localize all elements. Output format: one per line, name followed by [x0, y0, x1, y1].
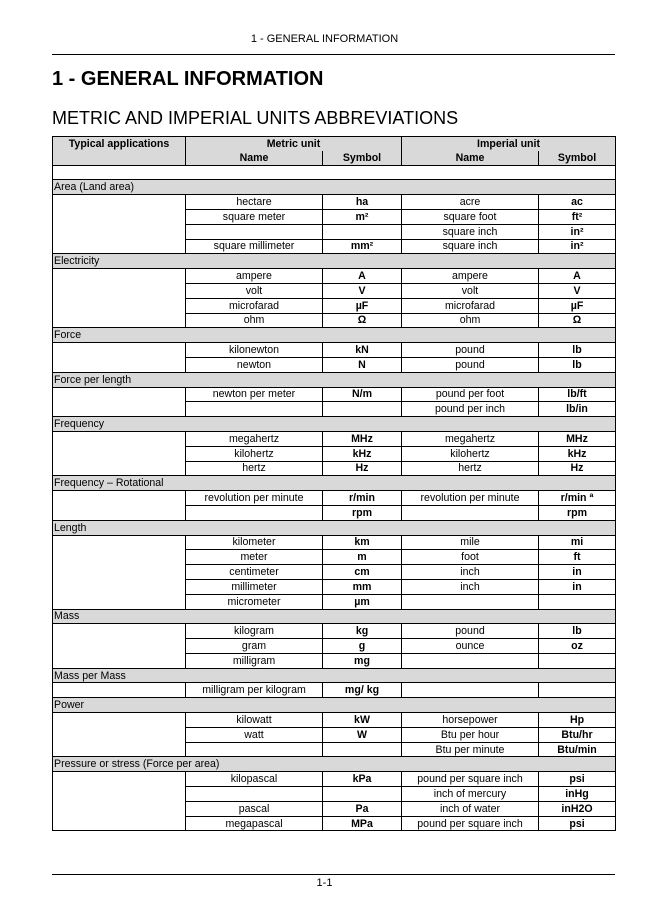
table-row: [53, 357, 616, 372]
table-row: [53, 461, 616, 476]
application-cell: [53, 742, 186, 757]
category-label: Electricity: [53, 254, 616, 269]
imperial-name-cell: Btu per hour: [402, 727, 539, 742]
imperial-name-cell: horsepower: [402, 713, 539, 728]
application-cell: [53, 461, 186, 476]
imperial-symbol-cell: Hp: [539, 713, 616, 728]
table-row: [53, 639, 616, 654]
category-label: Frequency: [53, 417, 616, 432]
imperial-symbol-cell: A: [539, 269, 616, 284]
category-label: Power: [53, 698, 616, 713]
imperial-symbol-cell: Hz: [539, 461, 616, 476]
category-row: [53, 698, 616, 713]
table-row: [53, 505, 616, 520]
metric-name-cell: square meter: [186, 209, 323, 224]
imperial-name-cell: pound per square inch: [402, 816, 539, 831]
imperial-name-cell: [402, 594, 539, 609]
header-typical-applications: Typical applications: [53, 137, 186, 151]
category-row: [53, 609, 616, 624]
units-table-body: [53, 180, 616, 831]
application-cell: [53, 239, 186, 254]
imperial-name-cell: pound: [402, 624, 539, 639]
imperial-symbol-cell: [539, 594, 616, 609]
application-cell: [53, 224, 186, 239]
category-label: Force per length: [53, 372, 616, 387]
metric-symbol-cell: µF: [323, 298, 402, 313]
category-row: [53, 254, 616, 269]
application-cell: [53, 491, 186, 506]
metric-symbol-cell: km: [323, 535, 402, 550]
header-rule: [52, 54, 615, 55]
imperial-name-cell: volt: [402, 283, 539, 298]
imperial-symbol-cell: r/min ª: [539, 491, 616, 506]
application-cell: [53, 727, 186, 742]
table-row: [53, 313, 616, 328]
table-row: [53, 594, 616, 609]
table-row: [53, 816, 616, 831]
metric-symbol-cell: MPa: [323, 816, 402, 831]
metric-name-cell: [186, 224, 323, 239]
imperial-symbol-cell: in: [539, 565, 616, 580]
imperial-name-cell: kilohertz: [402, 446, 539, 461]
application-cell: [53, 683, 186, 698]
metric-symbol-cell: V: [323, 283, 402, 298]
category-label: Area (Land area): [53, 180, 616, 195]
imperial-symbol-cell: [539, 683, 616, 698]
table-row: [53, 343, 616, 358]
metric-name-cell: [186, 787, 323, 802]
imperial-symbol-cell: ac: [539, 195, 616, 210]
metric-symbol-cell: kHz: [323, 446, 402, 461]
metric-name-cell: kilometer: [186, 535, 323, 550]
page-number: 1-1: [316, 877, 333, 889]
category-row: [53, 668, 616, 683]
application-cell: [53, 505, 186, 520]
imperial-name-cell: ounce: [402, 639, 539, 654]
table-row: [53, 269, 616, 284]
metric-symbol-cell: MHz: [323, 431, 402, 446]
category-row: [53, 520, 616, 535]
metric-name-cell: watt: [186, 727, 323, 742]
application-cell: [53, 387, 186, 402]
application-cell: [53, 298, 186, 313]
application-cell: [53, 624, 186, 639]
imperial-symbol-cell: kHz: [539, 446, 616, 461]
metric-symbol-cell: rpm: [323, 505, 402, 520]
imperial-symbol-cell: psi: [539, 816, 616, 831]
table-row: [53, 195, 616, 210]
units-table: [52, 136, 616, 831]
application-cell: [53, 209, 186, 224]
footer-rule: [52, 874, 615, 875]
application-cell: [53, 801, 186, 816]
table-row: [53, 298, 616, 313]
imperial-symbol-cell: psi: [539, 772, 616, 787]
category-row: [53, 417, 616, 432]
header-imperial-symbol: Symbol: [539, 151, 616, 165]
metric-symbol-cell: g: [323, 639, 402, 654]
metric-name-cell: [186, 402, 323, 417]
table-row: [53, 387, 616, 402]
imperial-symbol-cell: ft²: [539, 209, 616, 224]
imperial-name-cell: square foot: [402, 209, 539, 224]
header-imperial-unit: Imperial unit: [402, 137, 616, 151]
table-row: [53, 491, 616, 506]
header-metric-unit: Metric unit: [186, 137, 402, 151]
metric-symbol-cell: kg: [323, 624, 402, 639]
metric-symbol-cell: m²: [323, 209, 402, 224]
metric-symbol-cell: [323, 402, 402, 417]
imperial-name-cell: inch: [402, 579, 539, 594]
application-cell: [53, 772, 186, 787]
running-header: 1 - GENERAL INFORMATION: [250, 33, 399, 45]
imperial-symbol-cell: Btu/hr: [539, 727, 616, 742]
header-typical-blank: [53, 151, 186, 165]
table-row: [53, 713, 616, 728]
metric-symbol-cell: r/min: [323, 491, 402, 506]
table-row: [53, 535, 616, 550]
metric-name-cell: micrometer: [186, 594, 323, 609]
header-metric-symbol: Symbol: [323, 151, 402, 165]
application-cell: [53, 565, 186, 580]
table-row: [53, 283, 616, 298]
category-label: Pressure or stress (Force per area): [53, 757, 616, 772]
application-cell: [53, 713, 186, 728]
metric-name-cell: square millimeter: [186, 239, 323, 254]
metric-name-cell: hertz: [186, 461, 323, 476]
metric-symbol-cell: kPa: [323, 772, 402, 787]
metric-symbol-cell: Ω: [323, 313, 402, 328]
category-row: [53, 372, 616, 387]
application-cell: [53, 431, 186, 446]
metric-symbol-cell: kW: [323, 713, 402, 728]
category-label: Mass per Mass: [53, 668, 616, 683]
imperial-name-cell: [402, 683, 539, 698]
application-cell: [53, 579, 186, 594]
metric-name-cell: [186, 505, 323, 520]
imperial-symbol-cell: lb/ft: [539, 387, 616, 402]
metric-name-cell: [186, 742, 323, 757]
metric-name-cell: gram: [186, 639, 323, 654]
application-cell: [53, 816, 186, 831]
imperial-symbol-cell: [539, 653, 616, 668]
category-row: [53, 180, 616, 195]
metric-name-cell: milligram: [186, 653, 323, 668]
application-cell: [53, 195, 186, 210]
category-row: [53, 476, 616, 491]
imperial-name-cell: acre: [402, 195, 539, 210]
metric-name-cell: kilopascal: [186, 772, 323, 787]
application-cell: [53, 402, 186, 417]
application-cell: [53, 550, 186, 565]
metric-name-cell: megahertz: [186, 431, 323, 446]
page-title: 1 - GENERAL INFORMATION: [52, 68, 324, 90]
metric-name-cell: ohm: [186, 313, 323, 328]
application-cell: [53, 343, 186, 358]
imperial-symbol-cell: in²: [539, 224, 616, 239]
header-imperial-name: Name: [402, 151, 539, 165]
metric-symbol-cell: mg: [323, 653, 402, 668]
metric-symbol-cell: N: [323, 357, 402, 372]
metric-name-cell: megapascal: [186, 816, 323, 831]
imperial-symbol-cell: oz: [539, 639, 616, 654]
metric-name-cell: millimeter: [186, 579, 323, 594]
imperial-symbol-cell: lb: [539, 343, 616, 358]
table-row: [53, 787, 616, 802]
metric-name-cell: microfarad: [186, 298, 323, 313]
imperial-symbol-cell: ft: [539, 550, 616, 565]
application-cell: [53, 535, 186, 550]
metric-name-cell: kilogram: [186, 624, 323, 639]
category-label: Mass: [53, 609, 616, 624]
metric-symbol-cell: mm²: [323, 239, 402, 254]
table-row: [53, 239, 616, 254]
category-label: Frequency – Rotational: [53, 476, 616, 491]
metric-name-cell: ampere: [186, 269, 323, 284]
imperial-name-cell: inch of mercury: [402, 787, 539, 802]
imperial-name-cell: revolution per minute: [402, 491, 539, 506]
imperial-symbol-cell: rpm: [539, 505, 616, 520]
metric-name-cell: volt: [186, 283, 323, 298]
metric-symbol-cell: Hz: [323, 461, 402, 476]
category-row: [53, 328, 616, 343]
metric-name-cell: pascal: [186, 801, 323, 816]
imperial-symbol-cell: inHg: [539, 787, 616, 802]
table-row: [53, 624, 616, 639]
imperial-symbol-cell: µF: [539, 298, 616, 313]
table-row: [53, 742, 616, 757]
application-cell: [53, 639, 186, 654]
imperial-name-cell: megahertz: [402, 431, 539, 446]
application-cell: [53, 446, 186, 461]
metric-name-cell: newton: [186, 357, 323, 372]
table-row: [53, 446, 616, 461]
imperial-name-cell: inch: [402, 565, 539, 580]
imperial-symbol-cell: inH2O: [539, 801, 616, 816]
imperial-name-cell: pound per square inch: [402, 772, 539, 787]
metric-symbol-cell: cm: [323, 565, 402, 580]
application-cell: [53, 653, 186, 668]
imperial-name-cell: ampere: [402, 269, 539, 284]
imperial-name-cell: inch of water: [402, 801, 539, 816]
metric-symbol-cell: N/m: [323, 387, 402, 402]
imperial-symbol-cell: mi: [539, 535, 616, 550]
imperial-symbol-cell: in: [539, 579, 616, 594]
imperial-symbol-cell: in²: [539, 239, 616, 254]
imperial-symbol-cell: lb: [539, 624, 616, 639]
application-cell: [53, 283, 186, 298]
metric-symbol-cell: Pa: [323, 801, 402, 816]
metric-symbol-cell: mg/ kg: [323, 683, 402, 698]
metric-name-cell: revolution per minute: [186, 491, 323, 506]
application-cell: [53, 313, 186, 328]
imperial-symbol-cell: Btu/min: [539, 742, 616, 757]
imperial-symbol-cell: lb: [539, 357, 616, 372]
table-row: [53, 550, 616, 565]
metric-symbol-cell: [323, 742, 402, 757]
metric-name-cell: kilowatt: [186, 713, 323, 728]
metric-symbol-cell: mm: [323, 579, 402, 594]
imperial-name-cell: square inch: [402, 239, 539, 254]
imperial-name-cell: pound per inch: [402, 402, 539, 417]
table-row: [53, 579, 616, 594]
table-row: [53, 653, 616, 668]
header-spacer-row: [53, 165, 616, 180]
metric-name-cell: newton per meter: [186, 387, 323, 402]
metric-symbol-cell: ha: [323, 195, 402, 210]
metric-name-cell: hectare: [186, 195, 323, 210]
imperial-symbol-cell: MHz: [539, 431, 616, 446]
imperial-name-cell: square inch: [402, 224, 539, 239]
metric-symbol-cell: A: [323, 269, 402, 284]
application-cell: [53, 787, 186, 802]
metric-symbol-cell: W: [323, 727, 402, 742]
metric-name-cell: milligram per kilogram: [186, 683, 323, 698]
metric-name-cell: kilonewton: [186, 343, 323, 358]
imperial-name-cell: pound: [402, 343, 539, 358]
table-row: [53, 727, 616, 742]
metric-symbol-cell: [323, 787, 402, 802]
imperial-symbol-cell: V: [539, 283, 616, 298]
category-label: Length: [53, 520, 616, 535]
imperial-symbol-cell: lb/in: [539, 402, 616, 417]
imperial-name-cell: ohm: [402, 313, 539, 328]
table-row: [53, 565, 616, 580]
table-row: [53, 224, 616, 239]
metric-symbol-cell: kN: [323, 343, 402, 358]
imperial-name-cell: [402, 505, 539, 520]
metric-name-cell: meter: [186, 550, 323, 565]
imperial-name-cell: [402, 653, 539, 668]
imperial-name-cell: pound: [402, 357, 539, 372]
table-row: [53, 209, 616, 224]
table-row: [53, 772, 616, 787]
table-row: [53, 683, 616, 698]
category-label: Force: [53, 328, 616, 343]
section-subtitle: METRIC AND IMPERIAL UNITS ABBREVIATIONS: [52, 108, 459, 128]
imperial-symbol-cell: Ω: [539, 313, 616, 328]
imperial-name-cell: hertz: [402, 461, 539, 476]
metric-symbol-cell: µm: [323, 594, 402, 609]
imperial-name-cell: foot: [402, 550, 539, 565]
table-row: [53, 431, 616, 446]
imperial-name-cell: microfarad: [402, 298, 539, 313]
imperial-name-cell: Btu per minute: [402, 742, 539, 757]
imperial-name-cell: pound per foot: [402, 387, 539, 402]
application-cell: [53, 269, 186, 284]
table-row: [53, 402, 616, 417]
metric-symbol-cell: [323, 224, 402, 239]
header-metric-name: Name: [186, 151, 323, 165]
metric-name-cell: kilohertz: [186, 446, 323, 461]
application-cell: [53, 357, 186, 372]
imperial-name-cell: mile: [402, 535, 539, 550]
table-row: [53, 801, 616, 816]
metric-symbol-cell: m: [323, 550, 402, 565]
category-row: [53, 757, 616, 772]
application-cell: [53, 594, 186, 609]
metric-name-cell: centimeter: [186, 565, 323, 580]
